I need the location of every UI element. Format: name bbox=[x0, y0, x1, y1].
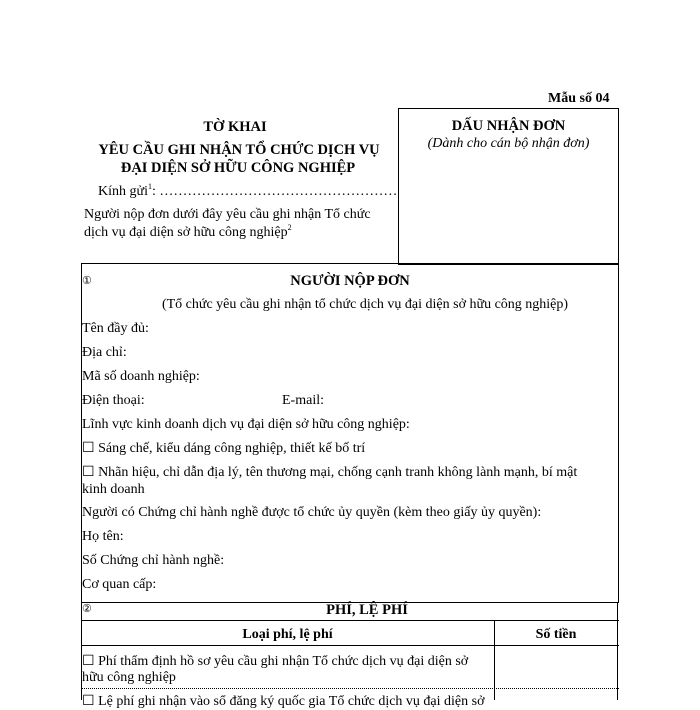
recipient-line bbox=[98, 184, 397, 200]
section2-title: PHÍ, LỆ PHÍ bbox=[326, 602, 408, 618]
request-line1: Người nộp đơn dưới đây yêu cầu ghi nhận Tổ chức bbox=[84, 207, 371, 222]
fee-row-1-label: Phí thẩm định hồ sơ yêu cầu ghi nhận Tổ chức dịch vụ đại diện sở bbox=[98, 654, 469, 669]
checkbox-icon[interactable]: ☐ bbox=[82, 654, 95, 669]
email-label[interactable]: E-mail: bbox=[282, 393, 324, 408]
form-title: TỜ KHAI bbox=[203, 119, 267, 135]
option-trademarks[interactable] bbox=[82, 465, 577, 481]
full-name-label[interactable]: Tên đầy đủ: bbox=[82, 321, 149, 336]
request-line2-text: dịch vụ đại diện sở hữu công nghiệp bbox=[84, 225, 288, 240]
fee-row-2[interactable] bbox=[82, 694, 485, 710]
form-subtitle-line2: ĐẠI DIỆN SỞ HỮU CÔNG NGHIỆP bbox=[120, 160, 356, 176]
section1-frame bbox=[81, 263, 619, 603]
authorized-person-label: Người có Chứng chỉ hành nghề được tổ chức ủy quyền (kèm theo giấy ủy quyền): bbox=[82, 505, 542, 520]
fee-row-1-cont: hữu công nghiệp bbox=[82, 670, 176, 685]
business-code-label[interactable]: Mã số doanh nghiệp: bbox=[82, 369, 200, 384]
phone-label[interactable]: Điện thoại: bbox=[82, 393, 145, 408]
col-amount: Số tiền bbox=[535, 627, 577, 642]
stamp-box-note: (Dành cho cán bộ nhận đơn) bbox=[427, 136, 590, 151]
recipient-dots[interactable]: : …………………………………………… bbox=[151, 184, 398, 199]
issuer-label[interactable]: Cơ quan cấp: bbox=[82, 577, 157, 592]
section1-title: NGƯỜI NỘP ĐƠN bbox=[290, 273, 410, 289]
person-name-label[interactable]: Họ tên: bbox=[82, 529, 124, 544]
address-label[interactable]: Địa chỉ: bbox=[82, 345, 127, 360]
table-header-divider bbox=[81, 645, 619, 646]
checkbox-icon[interactable]: ☐ bbox=[82, 694, 95, 709]
col-fee-type: Loại phí, lệ phí bbox=[242, 627, 333, 642]
option-inventions-label: Sáng chế, kiểu dáng công nghiệp, thiết kế bố trí bbox=[98, 441, 366, 456]
request-line2 bbox=[84, 225, 292, 241]
fee-row-2-label: Lệ phí ghi nhận vào sổ đăng ký quốc gia Tổ chức dịch vụ đại diện sở bbox=[98, 694, 485, 709]
certificate-number-label[interactable]: Số Chứng chỉ hành nghề: bbox=[82, 553, 225, 568]
stamp-box-title: DẤU NHẬN ĐƠN bbox=[451, 118, 566, 134]
row-divider bbox=[81, 688, 619, 689]
section2-number: ② bbox=[82, 603, 92, 615]
form-number: Mẫu số 04 bbox=[548, 91, 610, 106]
option-inventions[interactable] bbox=[82, 441, 365, 457]
form-subtitle-line1: YÊU CẦU GHI NHẬN TỔ CHỨC DỊCH VỤ bbox=[98, 142, 380, 158]
business-field-label: Lĩnh vực kinh doanh dịch vụ đại diện sở hữu công nghiệp: bbox=[82, 417, 410, 432]
section2-title-divider bbox=[81, 620, 619, 621]
checkbox-icon[interactable]: ☐ bbox=[82, 441, 95, 456]
option-trademarks-label: Nhãn hiệu, chỉ dẫn địa lý, tên thương mại, chống cạnh tranh không lành mạnh, bí mật bbox=[98, 465, 578, 480]
section2-right-border bbox=[617, 602, 618, 700]
option-trademarks-cont: kinh doanh bbox=[82, 482, 145, 497]
checkbox-icon[interactable]: ☐ bbox=[82, 465, 95, 480]
section1-number: ① bbox=[82, 275, 92, 287]
fee-row-1[interactable] bbox=[82, 654, 468, 670]
request-footnote: 2 bbox=[287, 223, 292, 232]
recipient-label: Kính gửi bbox=[98, 184, 148, 199]
recipient-footnote: 1 bbox=[147, 182, 152, 191]
section1-subtitle: (Tổ chức yêu cầu ghi nhận tổ chức dịch vụ đại diện sở hữu công nghiệp) bbox=[161, 297, 569, 312]
